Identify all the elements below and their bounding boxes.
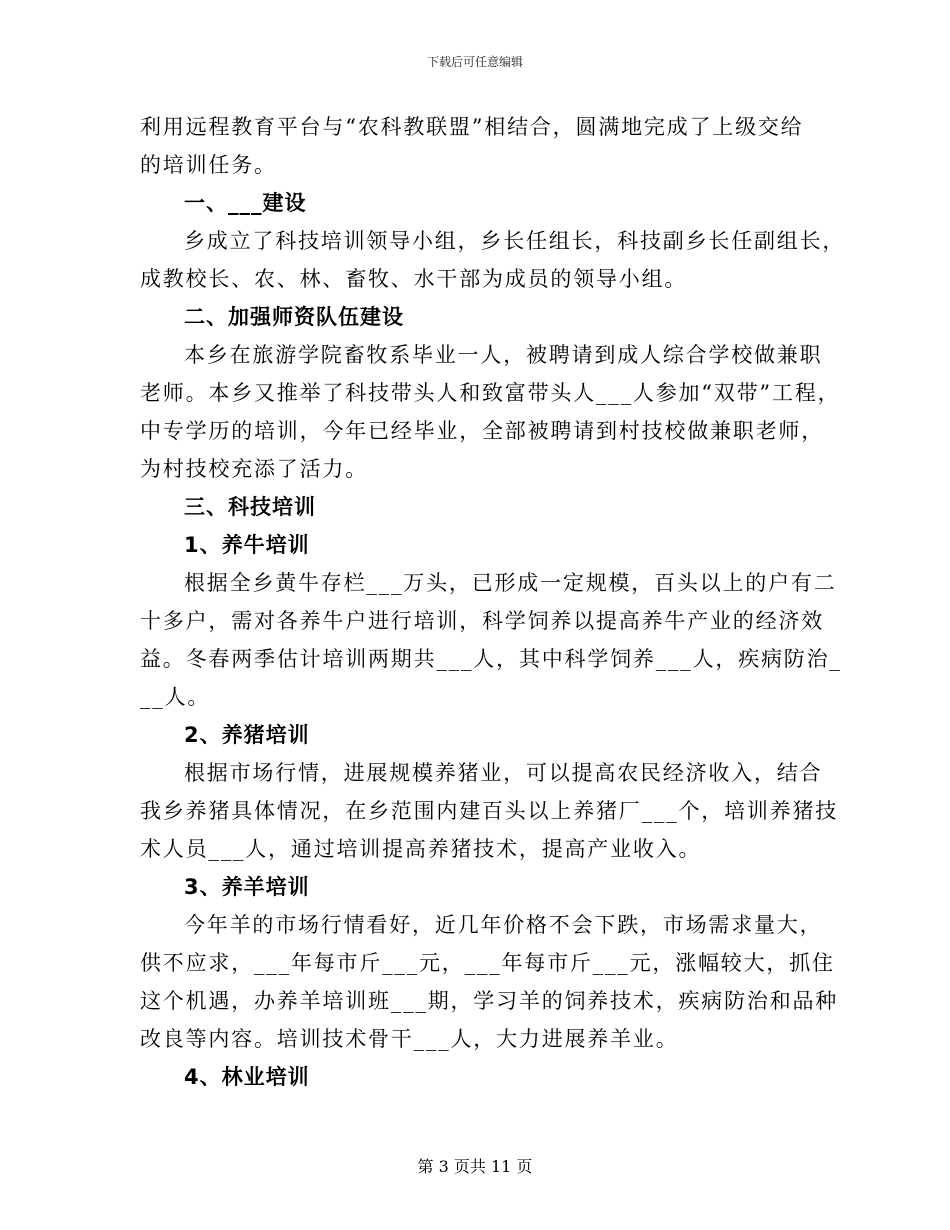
paragraph-first-line: 今年羊的市场行情看好，近几年价格不会下跌，市场需求量大， <box>184 913 823 937</box>
page-footer: 第 3 页共 11 页 <box>417 1157 533 1176</box>
subsection-heading: 2、养猪培训 <box>184 723 310 747</box>
text-line: 这个机遇，办养羊培训班___期，学习羊的饲养技术，疾病防治和品种 <box>140 989 839 1013</box>
text-line: 利用远程教育平台与“农科教联盟”相结合，圆满地完成了上级交给 <box>140 115 804 139</box>
section-heading: 一、___建设 <box>184 191 307 215</box>
paragraph-first-line: 根据市场行情，进展规模养猪业，可以提高农民经济收入，结合 <box>184 761 823 785</box>
text-line: 的培训任务。 <box>140 153 277 177</box>
text-line: 益。冬春两季估计培训两期共___人，其中科学饲养___人，疾病防治_ <box>140 647 842 671</box>
text-line: 我乡养猪具体情况，在乡范围内建百头以上养猪厂___个，培训养猪技 <box>140 799 839 823</box>
text-line: 成教校长、农、林、畜牧、水干部为成员的领导小组。 <box>140 267 688 291</box>
text-line: 改良等内容。培训技术骨干___人，大力进展养羊业。 <box>140 1027 679 1051</box>
paragraph-first-line: 乡成立了科技培训领导小组，乡长任组长，科技副乡长任副组长， <box>184 229 846 253</box>
text-line: 术人员___人，通过培训提高养猪技术，提高产业收入。 <box>140 837 702 861</box>
text-line: 中专学历的培训，今年已经毕业，全部被聘请到村技校做兼职老师， <box>140 419 824 443</box>
section-heading: 三、科技培训 <box>184 495 316 519</box>
paragraph-first-line: 本乡在旅游学院畜牧系毕业一人，被聘请到成人综合学校做兼职 <box>184 343 823 367</box>
subsection-heading: 3、养羊培训 <box>184 875 310 899</box>
text-line: __人。 <box>140 685 211 709</box>
subsection-heading: 1、养牛培训 <box>184 533 310 557</box>
page-header-note: 下载后可任意编辑 <box>426 55 523 69</box>
text-line: 十多户，需对各养牛户进行培训，科学饲养以提高养牛产业的经济效 <box>140 609 824 633</box>
document-body <box>140 108 846 1096</box>
paragraph-first-line: 根据全乡黄牛存栏___万头，已形成一定规模，百头以上的户有二 <box>184 571 837 595</box>
section-heading: 二、加强师资队伍建设 <box>184 305 404 329</box>
subsection-heading: 4、林业培训 <box>184 1065 310 1089</box>
text-line: 供不应求，___年每市斤___元，___年每市斤___元，涨幅较大，抓住 <box>140 951 835 975</box>
text-line: 为村技校充添了活力。 <box>140 457 368 481</box>
text-line: 老师。本乡又推举了科技带头人和致富带头人___人参加“双带”工程， <box>140 381 841 405</box>
